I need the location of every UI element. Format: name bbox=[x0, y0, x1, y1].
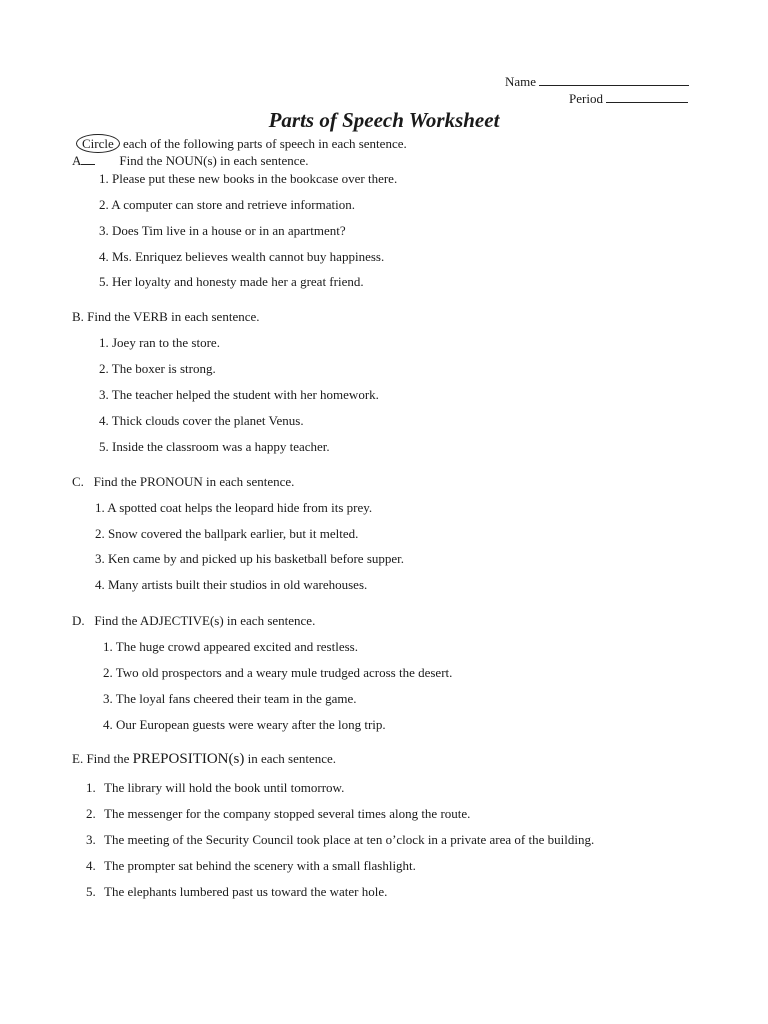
section-c-item: 1. A spotted coat helps the leopard hide from its prey. bbox=[95, 500, 373, 515]
period-blank[interactable] bbox=[606, 90, 688, 103]
period-line bbox=[569, 90, 688, 107]
section-e-item: The prompter sat behind the scenery with a small flashlight. bbox=[104, 858, 416, 873]
section-b-item: 3. The teacher helped the student with her homework. bbox=[99, 387, 379, 402]
name-blank[interactable] bbox=[539, 73, 689, 86]
page-title: Parts of Speech Worksheet bbox=[268, 108, 500, 132]
section-e-number: 5. bbox=[86, 884, 96, 899]
section-a-item: 2. A computer can store and retrieve information. bbox=[99, 197, 355, 212]
circle-word: Circle bbox=[76, 134, 120, 153]
section-a-item: 5. Her loyalty and honesty made her a great friend. bbox=[99, 274, 364, 289]
section-a-item: 4. Ms. Enriquez believes wealth cannot buy happiness. bbox=[99, 249, 385, 264]
section-d-heading: D. Find the ADJECTIVE(s) in each sentence. bbox=[72, 613, 316, 628]
section-a-item: 3. Does Tim live in a house or in an apartment? bbox=[99, 223, 346, 238]
section-a-item: 1. Please put these new books in the bookcase over there. bbox=[99, 171, 398, 186]
section-d-item: 3. The loyal fans cheered their team in the game. bbox=[103, 691, 357, 706]
section-e-number: 4. bbox=[86, 858, 96, 873]
name-label: Name bbox=[505, 74, 537, 89]
section-d-item: 1. The huge crowd appeared excited and restless. bbox=[103, 639, 358, 654]
section-c-item: 2. Snow covered the ballpark earlier, but it melted. bbox=[95, 526, 359, 541]
section-c-item: 4. Many artists built their studios in old warehouses. bbox=[95, 577, 368, 592]
section-d-item: 2. Two old prospectors and a weary mule trudged across the desert. bbox=[103, 665, 453, 680]
section-e-item: The messenger for the company stopped several times along the route. bbox=[104, 806, 471, 821]
section-e-heading-suffix: in each sentence. bbox=[247, 751, 337, 766]
section-b-item: 1. Joey ran to the store. bbox=[99, 335, 220, 350]
period-label: Period bbox=[569, 91, 603, 106]
section-e-number: 1. bbox=[86, 780, 96, 795]
section-c-item: 3. Ken came by and picked up his basketball before supper. bbox=[95, 551, 405, 566]
name-line bbox=[505, 73, 689, 90]
section-a-heading bbox=[72, 153, 309, 169]
section-d-item: 4. Our European guests were weary after the long trip. bbox=[103, 717, 386, 732]
section-e-heading bbox=[72, 751, 336, 768]
section-e-heading-keyword: PREPOSITION(s) bbox=[132, 751, 245, 767]
section-a-letter: A bbox=[72, 153, 82, 168]
section-b-item: 4. Thick clouds cover the planet Venus. bbox=[99, 413, 304, 428]
section-a-heading-text: Find the NOUN(s) in each sentence. bbox=[119, 153, 309, 168]
section-e-heading-prefix: E. Find the bbox=[72, 751, 130, 766]
section-e-number: 3. bbox=[86, 832, 96, 847]
section-b-heading: B. Find the VERB in each sentence. bbox=[72, 309, 260, 324]
section-e-item: The elephants lumbered past us toward the water hole. bbox=[104, 884, 388, 899]
section-b-item: 2. The boxer is strong. bbox=[99, 361, 216, 376]
section-e-number: 2. bbox=[86, 806, 96, 821]
section-c-heading: C. Find the PRONOUN in each sentence. bbox=[72, 474, 295, 489]
section-a-blank bbox=[81, 154, 95, 165]
section-b-item: 5. Inside the classroom was a happy teacher. bbox=[99, 439, 330, 454]
instructions bbox=[76, 134, 407, 153]
instructions-text: each of the following parts of speech in each sentence. bbox=[123, 136, 407, 151]
section-e-item: The meeting of the Security Council took place at ten o’clock in a private area of the building. bbox=[104, 832, 595, 847]
section-e-item: The library will hold the book until tomorrow. bbox=[104, 780, 345, 795]
